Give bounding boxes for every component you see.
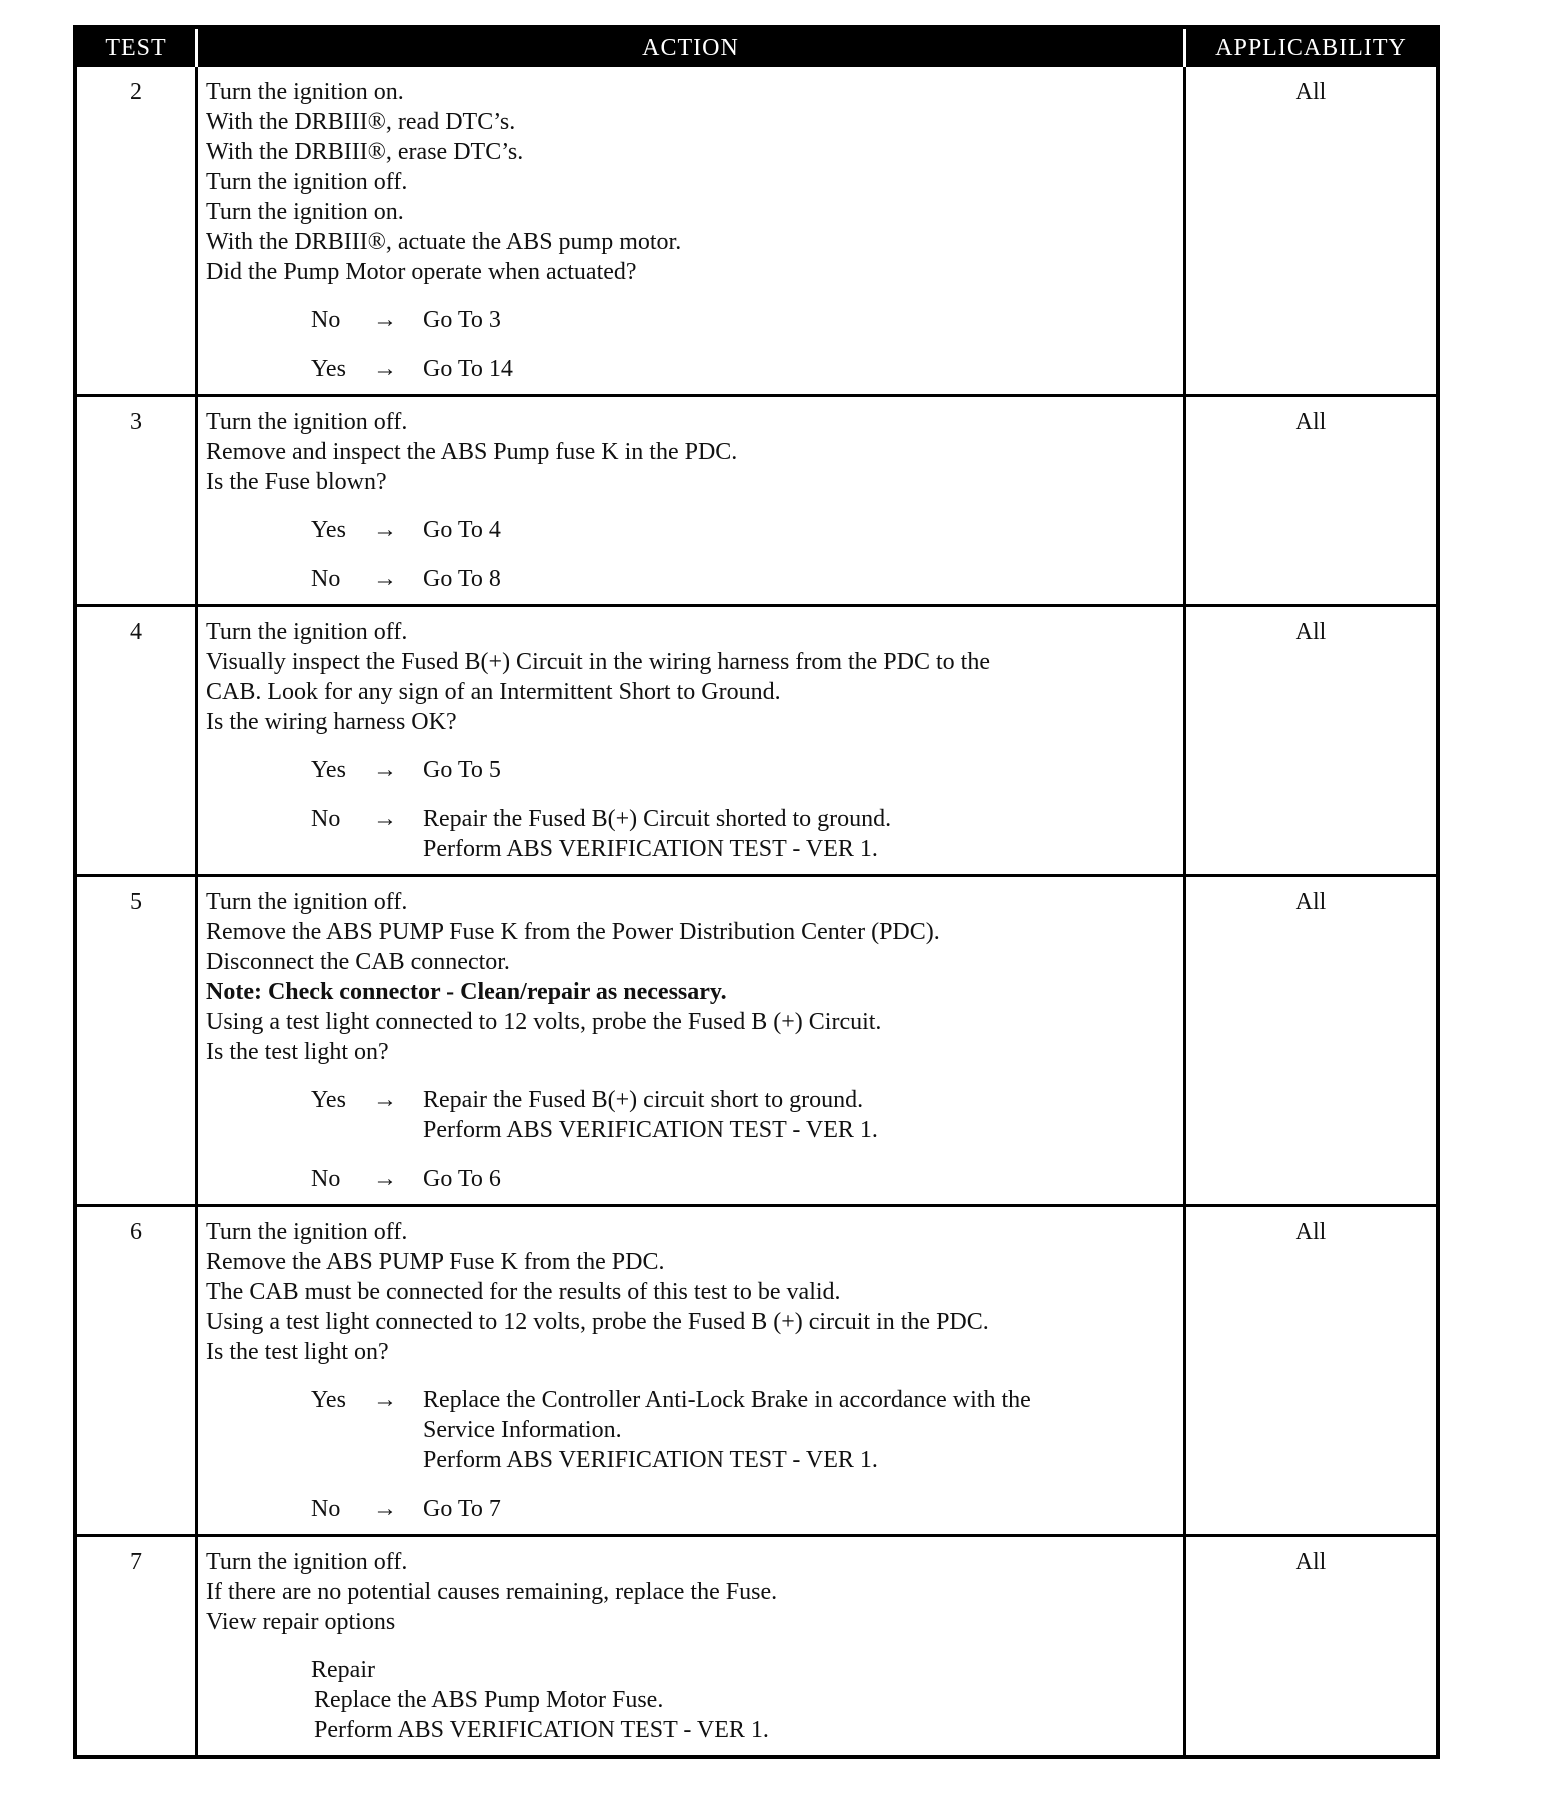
branch-text: [423, 305, 1177, 335]
action-line: Turn the ignition off.: [206, 889, 408, 915]
branch-label: No: [311, 307, 341, 333]
branch-label: No: [311, 806, 341, 832]
branch-no: [311, 804, 1177, 864]
arrow-icon: →: [373, 1087, 397, 1113]
arrow-icon: →: [373, 757, 397, 783]
branch-text: [423, 564, 1177, 594]
test-number: 6: [75, 1206, 197, 1536]
arrow-icon: →: [373, 1166, 397, 1192]
action-line: Disconnect the CAB connector.: [206, 949, 510, 975]
arrow-icon: →: [373, 806, 397, 832]
branch-list: [206, 755, 1177, 864]
action-line: Turn the ignition off.: [206, 619, 408, 645]
branch-text: [423, 1385, 1177, 1475]
repair-steps: [314, 1685, 1177, 1745]
branch-text-line: Replace the Controller Anti-Lock Brake in accordance with the: [423, 1387, 1031, 1413]
branch-text-line: Go To 8: [423, 566, 501, 592]
action-cell: [197, 67, 1185, 396]
action-line: Turn the ignition off.: [206, 1219, 408, 1245]
branch-label: Yes: [311, 517, 346, 543]
applicability-value: All: [1185, 1206, 1439, 1536]
action-line: Using a test light connected to 12 volts, probe the Fused B (+) circuit in the PDC.: [206, 1309, 989, 1335]
applicability-value: All: [1185, 606, 1439, 876]
branch-text: [423, 1494, 1177, 1524]
action-line: With the DRBIII®, erase DTC’s.: [206, 139, 524, 165]
action-line: With the DRBIII®, actuate the ABS pump motor.: [206, 229, 682, 255]
repair-step: Replace the ABS Pump Motor Fuse.: [314, 1687, 664, 1713]
branch-text-line: Repair the Fused B(+) circuit short to ground.: [423, 1087, 864, 1113]
branch-text: [423, 1164, 1177, 1194]
action-line: Turn the ignition on.: [206, 199, 404, 225]
applicability-value: All: [1185, 396, 1439, 606]
table-row: [75, 606, 1438, 876]
branch-label: Yes: [311, 1087, 346, 1113]
branch-text: [423, 515, 1177, 545]
action-line: Visually inspect the Fused B(+) Circuit in the wiring harness from the PDC to the: [206, 649, 990, 675]
test-number: 5: [75, 876, 197, 1206]
arrow-icon: →: [373, 356, 397, 382]
branch-yes: [311, 354, 1177, 384]
branch-text: [423, 1085, 1177, 1145]
test-number: 3: [75, 396, 197, 606]
branch-label: Yes: [311, 757, 346, 783]
repair-step: Perform ABS VERIFICATION TEST - VER 1.: [314, 1717, 769, 1743]
header-action: ACTION: [197, 27, 1185, 67]
branch-no: [311, 305, 1177, 335]
table-header-row: [75, 27, 1438, 67]
action-cell: [197, 1206, 1185, 1536]
action-line: With the DRBIII®, read DTC’s.: [206, 109, 516, 135]
branch-list: [206, 305, 1177, 384]
action-line: Turn the ignition off.: [206, 409, 408, 435]
action-line: Turn the ignition off.: [206, 1549, 408, 1575]
branch-text-line: Go To 7: [423, 1496, 501, 1522]
action-line: Did the Pump Motor operate when actuated?: [206, 259, 637, 285]
header-test: TEST: [75, 27, 197, 67]
arrow-icon: →: [373, 1387, 397, 1413]
action-line: Is the test light on?: [206, 1039, 389, 1065]
branch-text-line: Perform ABS VERIFICATION TEST - VER 1.: [423, 1117, 878, 1143]
action-cell: [197, 396, 1185, 606]
branch-text: [423, 755, 1177, 785]
branch-list: [206, 1085, 1177, 1194]
action-line: Turn the ignition off.: [206, 169, 408, 195]
header-applicability: APPLICABILITY: [1185, 27, 1439, 67]
table-row: [75, 876, 1438, 1206]
action-line: Remove the ABS PUMP Fuse K from the Power Distribution Center (PDC).: [206, 919, 940, 945]
branch-text-line: Go To 3: [423, 307, 501, 333]
action-line: View repair options: [206, 1609, 396, 1635]
branch-text-line: Go To 4: [423, 517, 501, 543]
branch-label: Yes: [311, 356, 346, 382]
action-line: CAB. Look for any sign of an Intermittent Short to Ground.: [206, 679, 781, 705]
branch-label: No: [311, 1496, 341, 1522]
branch-no: [311, 1164, 1177, 1194]
action-line: Using a test light connected to 12 volts, probe the Fused B (+) Circuit.: [206, 1009, 882, 1035]
arrow-icon: →: [373, 1496, 397, 1522]
branch-no: [311, 1494, 1177, 1524]
branch-list: [206, 1385, 1177, 1524]
branch-list: [206, 515, 1177, 594]
arrow-icon: →: [373, 566, 397, 592]
action-line: Is the Fuse blown?: [206, 469, 387, 495]
branch-yes: [311, 515, 1177, 545]
action-line: If there are no potential causes remaining, replace the Fuse.: [206, 1579, 778, 1605]
table-row: [75, 1536, 1438, 1758]
repair-label: Repair: [311, 1657, 375, 1683]
test-number: 2: [130, 79, 142, 105]
test-number: 7: [75, 1536, 197, 1758]
action-line: Remove the ABS PUMP Fuse K from the PDC.: [206, 1249, 665, 1275]
applicability-value: All: [1185, 67, 1439, 396]
action-line: The CAB must be connected for the results of this test to be valid.: [206, 1279, 841, 1305]
branch-text-line: Repair the Fused B(+) Circuit shorted to ground.: [423, 806, 892, 832]
branch-yes: [311, 755, 1177, 785]
table-row: [75, 67, 1438, 396]
action-line: Is the wiring harness OK?: [206, 709, 457, 735]
branch-label: No: [311, 1166, 341, 1192]
branch-yes: [311, 1085, 1177, 1145]
diagnostic-test-table: [73, 25, 1440, 1759]
table-row: [75, 1206, 1438, 1536]
table-row: [75, 396, 1438, 606]
branch-no: [311, 564, 1177, 594]
branch-text-line: Service Information.: [423, 1417, 622, 1443]
note-line: Note: Check connector - Clean/repair as necessary.: [206, 979, 727, 1005]
branch-yes: [311, 1385, 1177, 1475]
action-cell: [197, 876, 1185, 1206]
branch-label: Yes: [311, 1387, 346, 1413]
applicability-value: All: [1185, 1536, 1439, 1758]
branch-text-line: Go To 5: [423, 757, 501, 783]
applicability-value: All: [1185, 876, 1439, 1206]
action-line: Remove and inspect the ABS Pump fuse K in the PDC.: [206, 439, 738, 465]
action-cell: [197, 1536, 1185, 1758]
action-line: Is the test light on?: [206, 1339, 389, 1365]
branch-text: [423, 354, 1177, 384]
branch-text-line: Perform ABS VERIFICATION TEST - VER 1.: [423, 1447, 878, 1473]
branch-label: No: [311, 566, 341, 592]
branch-text: [423, 804, 1177, 864]
branch-text-line: Perform ABS VERIFICATION TEST - VER 1.: [423, 836, 878, 862]
action-cell: [197, 606, 1185, 876]
action-line: Turn the ignition on.: [206, 79, 404, 105]
arrow-icon: →: [373, 517, 397, 543]
test-number: 4: [75, 606, 197, 876]
branch-text-line: Go To 14: [423, 356, 513, 382]
branch-text-line: Go To 6: [423, 1166, 501, 1192]
arrow-icon: →: [373, 307, 397, 333]
